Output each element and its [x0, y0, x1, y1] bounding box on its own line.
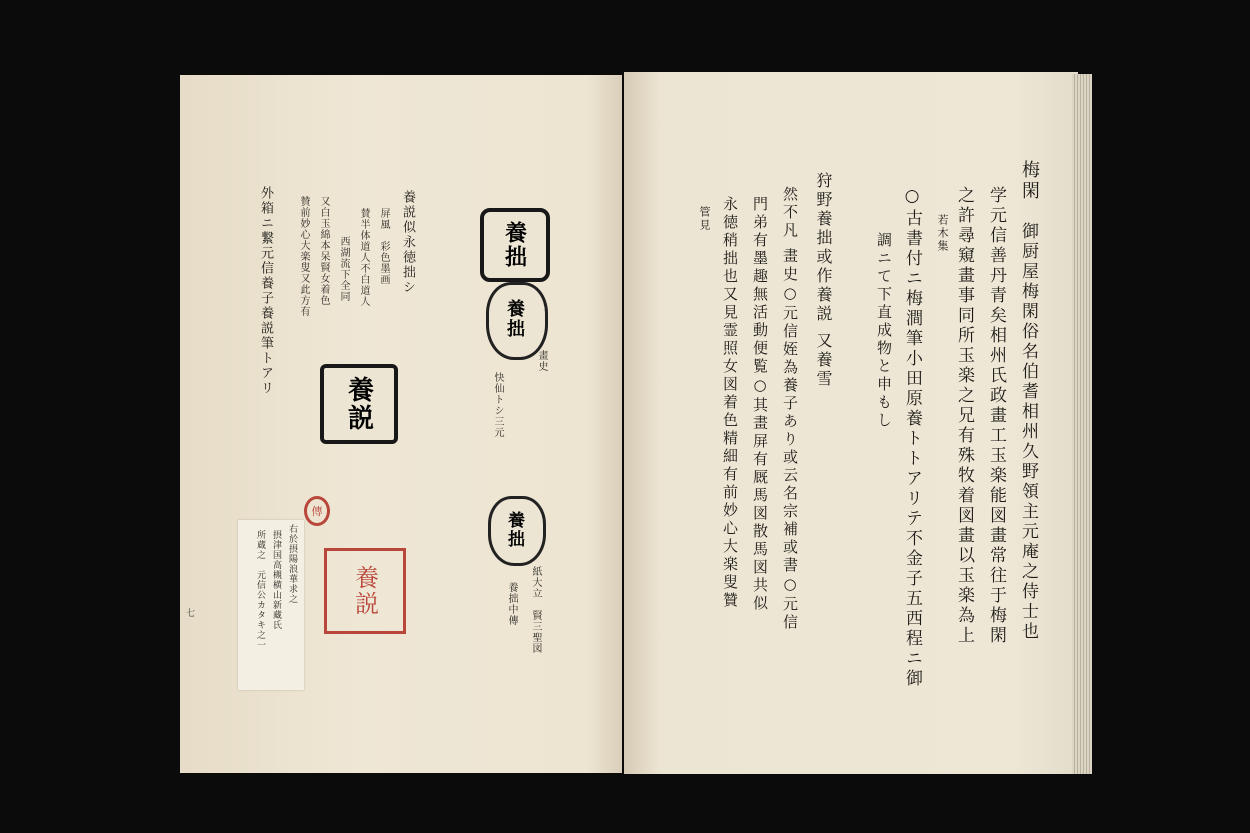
col-title: 梅閑: [1019, 160, 1040, 202]
seal-black-1: 養拙: [480, 208, 550, 282]
col-text: ○古書付ニ梅澗筆小田原養トトアリテ不金子五西程ニ御: [902, 186, 922, 689]
page-edges: [1072, 74, 1092, 774]
seal-red-square: 養説: [324, 548, 406, 634]
col-text: 狩野養拙或作養説 又養雪: [814, 172, 833, 390]
vessel-seal-2: 養拙: [488, 496, 546, 566]
note-label: 畫史: [536, 350, 547, 372]
col-note: 又白玉綿本呆賢女着色: [318, 196, 329, 306]
note-label: 快仙トシ三元: [492, 372, 503, 438]
col-text: 養説似永徳拙シ: [400, 190, 415, 295]
col-text: 然不凡 畫史○元信姪為養子あり或云名宗補或書○元信: [781, 186, 799, 632]
col-source: 若木集: [936, 214, 949, 253]
col-source: 管見: [698, 206, 711, 232]
col-text: 外箱ニ繋元信養子養説筆トアリ: [258, 186, 273, 396]
col-note: 贊前妙心大楽叟又此方有: [298, 196, 309, 317]
col-note: 西湖流下全同: [338, 236, 349, 302]
col-text: 学元信善丹青矣相州氏政畫工玉楽能図畫常往于梅閑: [986, 186, 1006, 646]
col-text: 御厨屋梅閑俗名伯耆相州久野領主元庵之侍士也: [1018, 222, 1038, 642]
seal-red-small: 傳: [304, 496, 330, 526]
col-text: 永徳稍拙也又見霊照女図着色精細有前妙心大楽叟贊: [721, 196, 739, 610]
right-page: [624, 72, 1078, 774]
col-text: 門弟有墨趣無活動便覧○其畫屏有厩馬図散馬図共似: [751, 196, 769, 613]
note-label: 紙大立 賢三聖図: [530, 566, 541, 654]
col-text: 調ニて下直成物と申もし: [875, 232, 893, 430]
seal-black-square: 養説: [320, 364, 398, 444]
slip-line: 右於摂陽浪華求之: [287, 524, 297, 604]
col-note: 賛半体道人不白道人: [358, 208, 369, 307]
page-number: 七: [186, 609, 196, 619]
note-label: 養拙中傳: [506, 582, 517, 626]
slip-line: 所蔵之 元信公カタキ之一: [255, 530, 265, 650]
vessel-seal-1: 養拙: [486, 282, 548, 360]
col-text: 之許尋窺畫事同所玉楽之兄有殊牧着図畫以玉楽為上: [954, 186, 974, 646]
slip-line: 摂津国高槻横山新藏氏: [271, 530, 281, 630]
col-note: 屏風 彩色墨画: [378, 208, 389, 285]
